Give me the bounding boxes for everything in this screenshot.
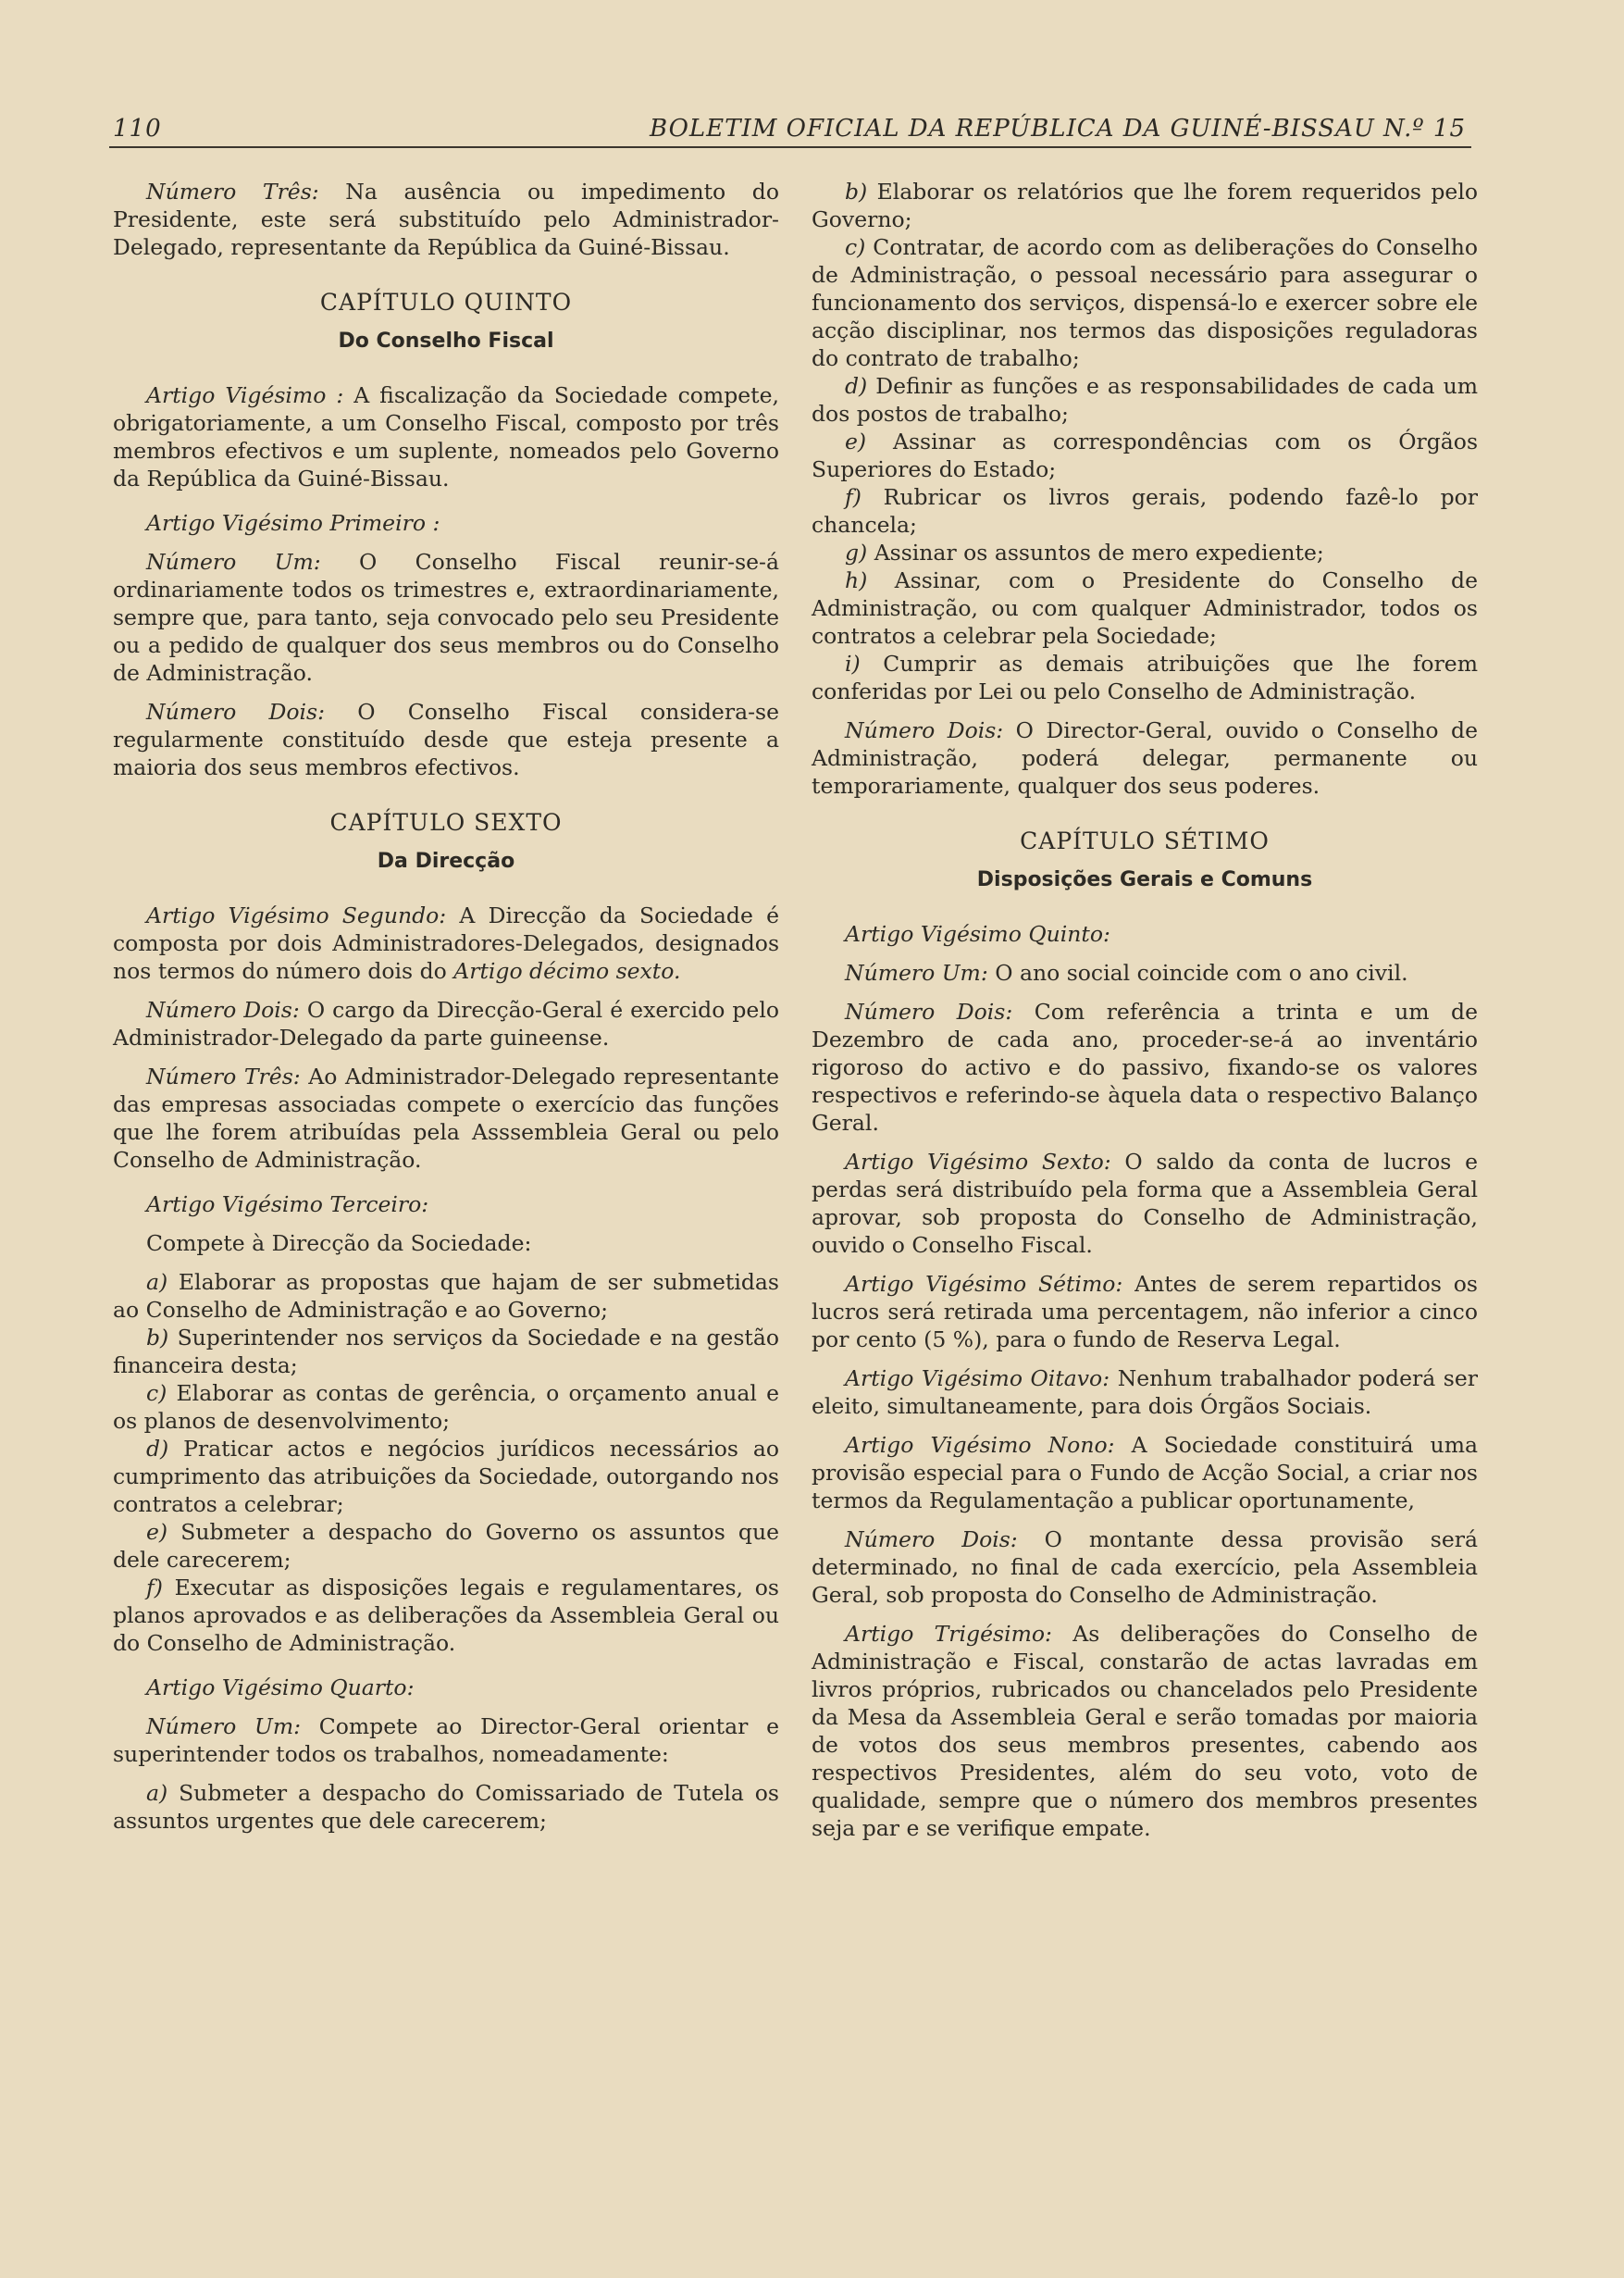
article-heading: Artigo Vigésimo Terceiro: (146, 1191, 429, 1217)
paragraph-text: O cargo da Direcção-Geral é exercido pelo Administrador-Delegado da parte guineense. (113, 997, 779, 1051)
paragraph-lead: Número Dois: (845, 999, 1013, 1025)
list-item (812, 428, 1478, 483)
article-heading: Artigo Vigésimo Quarto: (146, 1674, 415, 1700)
item-letter: h) (845, 567, 868, 593)
item-text: Elaborar os relatórios que lhe forem requeridos pelo Governo; (812, 179, 1478, 232)
paragraph (812, 1364, 1478, 1420)
list-item (113, 1268, 779, 1324)
left-column (113, 178, 779, 1846)
list-item (113, 1379, 779, 1435)
item-letter: f) (845, 484, 862, 510)
paragraph (812, 1148, 1478, 1259)
paragraph-lead: Número Dois: (146, 699, 326, 725)
list-item (812, 372, 1478, 428)
paragraph-text: As deliberações do Conselho de Administração e Fiscal, constarão de actas lavradas em livros próprios, rubricados ou chancelados pelo Presidente da Mesa da Assembleia Geral e serão tomadas por maioria de votos dos seus membros presentes, cabendo aos respectivos Presidentes, além do seu voto, voto de qualidade, sempre que o número dos membros presentes seja par e se verifique empate. (812, 1621, 1478, 1841)
item-text: Submeter a despacho do Governo os assuntos que dele carecerem; (113, 1519, 779, 1573)
list-item (113, 1324, 779, 1379)
item-text: Superintender nos serviços da Sociedade e na gestão financeira desta; (113, 1325, 779, 1378)
paragraph-text: O Director-Geral, ouvido o Conselho de Administração, poderá delegar, permanente ou temporariamente, qualquer dos seus poderes. (812, 717, 1478, 799)
paragraph: Compete à Direcção da Sociedade: (146, 1230, 532, 1256)
paragraph (113, 902, 779, 985)
paragraph-lead: Número Um: (845, 960, 988, 986)
paragraph-text: Na ausência ou impedimento do Presidente, este será substituído pelo Administrador-Delegado, representante da República da Guiné-Bissau. (113, 179, 779, 260)
paragraph-text: A Direcção da Sociedade é composta por dois Administradores-Delegados, designados nos termos do número dois do (113, 902, 779, 984)
paragraph-text: O Conselho Fiscal considera-se regularmente constituído desde que esteja presente a maioria dos seus membros efectivos. (113, 699, 779, 780)
item-letter: e) (146, 1519, 168, 1545)
paragraph-lead: Número Um: (146, 1713, 302, 1739)
list-item (113, 1435, 779, 1518)
paragraph (113, 548, 779, 687)
list-item (113, 1518, 779, 1574)
paragraph-lead: Artigo Vigésimo Sexto: (845, 1149, 1111, 1175)
paragraph-lead: Artigo Vigésimo Sétimo: (845, 1271, 1123, 1297)
item-letter: f) (146, 1575, 163, 1600)
list-item (812, 539, 1478, 566)
chapter-subtitle: Do Conselho Fiscal (338, 330, 554, 353)
chapter-subtitle: Da Direcção (377, 850, 515, 873)
paragraph-lead: Número Dois: (845, 1526, 1018, 1552)
paragraph (812, 716, 1478, 800)
paragraph (113, 381, 779, 492)
paragraph-lead: Artigo Vigésimo Oitavo: (845, 1365, 1110, 1391)
item-text: Elaborar as contas de gerência, o orçamento anual e os planos de desenvolvimento; (113, 1380, 779, 1434)
paragraph-text: A Sociedade constituirá uma provisão especial para o Fundo de Acção Social, a criar nos termos da Regulamentação a publicar oportunamente, (812, 1432, 1478, 1513)
item-letter: i) (845, 651, 861, 677)
paragraph-lead: Número Três: (146, 1064, 301, 1089)
article-heading: Artigo Vigésimo Primeiro : (146, 510, 440, 536)
chapter-title: CAPÍTULO SEXTO (329, 809, 563, 836)
item-letter: d) (845, 373, 868, 399)
item-text: Praticar actos e negócios jurídicos necessários ao cumprimento das atribuições da Sociedade, outorgando nos contratos a celebrar; (113, 1436, 779, 1517)
paragraph (812, 998, 1478, 1137)
item-text: Executar as disposições legais e regulamentares, os planos aprovados e as deliberações da Assembleia Geral ou do Conselho de Administração. (113, 1575, 779, 1656)
item-letter: g) (845, 540, 868, 566)
paragraph-text: O Conselho Fiscal reunir-se-á ordinariamente todos os trimestres e, extraordinariamente, sempre que, para tanto, seja convocado pelo seu Presidente ou a pedido de qualquer dos seus membros ou do Conselho de Administração. (113, 549, 780, 686)
item-text: Definir as funções e as responsabilidades de cada um dos postos de trabalho; (812, 373, 1478, 427)
paragraph-lead: Número Dois: (845, 717, 1004, 743)
paragraph-lead: Número Dois: (146, 997, 300, 1023)
list-item (812, 233, 1478, 372)
paragraph-text: Ao Administrador-Delegado representante das empresas associadas compete o exercício das funções que lhe forem atribuídas pela Asssembleia Geral ou pelo Conselho de Administração. (113, 1064, 779, 1173)
paragraph-lead: Artigo Vigésimo Segundo: (146, 902, 447, 928)
item-letter: a) (146, 1269, 168, 1295)
paragraph-lead: Número Três: (146, 179, 319, 205)
list-item (812, 178, 1478, 233)
paragraph-lead: Artigo Vigésimo : (146, 382, 344, 408)
paragraph-text: O montante dessa provisão será determinado, no final de cada exercício, pela Assembleia Geral, sob proposta do Conselho de Administração. (812, 1526, 1478, 1608)
item-text: Rubricar os livros gerais, podendo fazê-lo por chancela; (812, 484, 1478, 538)
paragraph-text: Nenhum trabalhador poderá ser eleito, simultaneamente, para dois Órgãos Sociais. (812, 1365, 1479, 1419)
item-letter: e) (845, 429, 867, 454)
paragraph (812, 1431, 1478, 1514)
paragraph (812, 959, 1478, 987)
item-text: Cumprir as demais atribuições que lhe forem conferidas por Lei ou pelo Conselho de Administração. (812, 651, 1478, 704)
list-item (113, 1779, 779, 1835)
paragraph (812, 1525, 1478, 1609)
item-text: Contratar, de acordo com as deliberações do Conselho de Administração, o pessoal necessário para assegurar o funcionamento dos serviços, dispensá-lo e exercer sobre ele acção disciplinar, nos termos das disposições reguladoras do contrato de trabalho; (812, 234, 1478, 371)
chapter-title: CAPÍTULO SÉTIMO (1020, 828, 1270, 854)
paragraph-text: Compete ao Director-Geral orientar e superintender todos os trabalhos, nomeadamente: (113, 1713, 780, 1767)
item-letter: c) (146, 1380, 167, 1406)
item-text: Assinar os assuntos de mero expediente; (867, 540, 1324, 566)
paragraph (812, 1620, 1478, 1842)
list-item (113, 1574, 779, 1657)
item-text: Assinar, com o Presidente do Conselho de Administração, ou com qualquer Administrador, todos os contratos a celebrar pela Sociedade; (812, 567, 1478, 649)
item-letter: b) (146, 1325, 169, 1351)
paragraph-lead: Artigo Trigésimo: (845, 1621, 1052, 1647)
list-item (812, 566, 1478, 650)
paragraph-text: Com referência a trinta e um de Dezembro de cada ano, proceder-se-á ao inventário rigoroso do activo e do passivo, fixando-se os valores respectivos e referindo-se àquela data o respectivo Balanço Geral. (812, 999, 1478, 1136)
item-text: Assinar as correspondências com os Órgãos Superiores do Estado; (812, 429, 1478, 482)
article-reference: Artigo décimo sexto. (453, 958, 681, 984)
list-item (812, 483, 1478, 539)
chapter-title: CAPÍTULO QUINTO (319, 289, 573, 316)
chapter-subtitle: Disposições Gerais e Comuns (976, 868, 1313, 891)
page-header (109, 109, 1471, 148)
right-column (812, 178, 1478, 1853)
paragraph-lead: Artigo Vigésimo Nono: (845, 1432, 1115, 1458)
item-letter: c) (845, 234, 866, 260)
paragraph-text: A fiscalização da Sociedade compete, obrigatoriamente, a um Conselho Fiscal, composto por três membros efectivos e um suplente, nomeados pelo Governo da República da Guiné-Bissau. (113, 382, 779, 492)
article-heading: Artigo Vigésimo Quinto: (845, 921, 1110, 947)
paragraph-lead: Número Um: (146, 549, 321, 575)
paragraph (113, 996, 779, 1052)
list-item (812, 650, 1478, 705)
paragraph (812, 1270, 1478, 1353)
page-number: 110 (113, 115, 162, 143)
paragraph (113, 178, 779, 261)
paragraph (113, 1712, 779, 1768)
paragraph (113, 698, 779, 781)
publication-title: BOLETIM OFICIAL DA REPÚBLICA DA GUINÉ-BISSAU N.º 15 (650, 115, 1466, 143)
item-text: Elaborar as propostas que hajam de ser submetidas ao Conselho de Administração e ao Governo; (113, 1269, 779, 1323)
paragraph-text: O ano social coincide com o ano civil. (987, 960, 1408, 986)
paragraph (113, 1063, 779, 1174)
item-letter: b) (845, 179, 868, 205)
item-letter: d) (146, 1436, 169, 1462)
item-text: Submeter a despacho do Comissariado de Tutela os assuntos urgentes que dele carecerem; (113, 1780, 779, 1834)
paragraph-text: Antes de serem repartidos os lucros será retirada uma percentagem, não inferior a cinco por cento (5 %), para o fundo de Reserva Legal. (812, 1271, 1478, 1352)
item-letter: a) (146, 1780, 168, 1806)
paragraph-text: O saldo da conta de lucros e perdas será distribuído pela forma que a Assembleia Geral aprovar, sob proposta do Conselho de Administração, ouvido o Conselho Fiscal. (812, 1149, 1478, 1258)
